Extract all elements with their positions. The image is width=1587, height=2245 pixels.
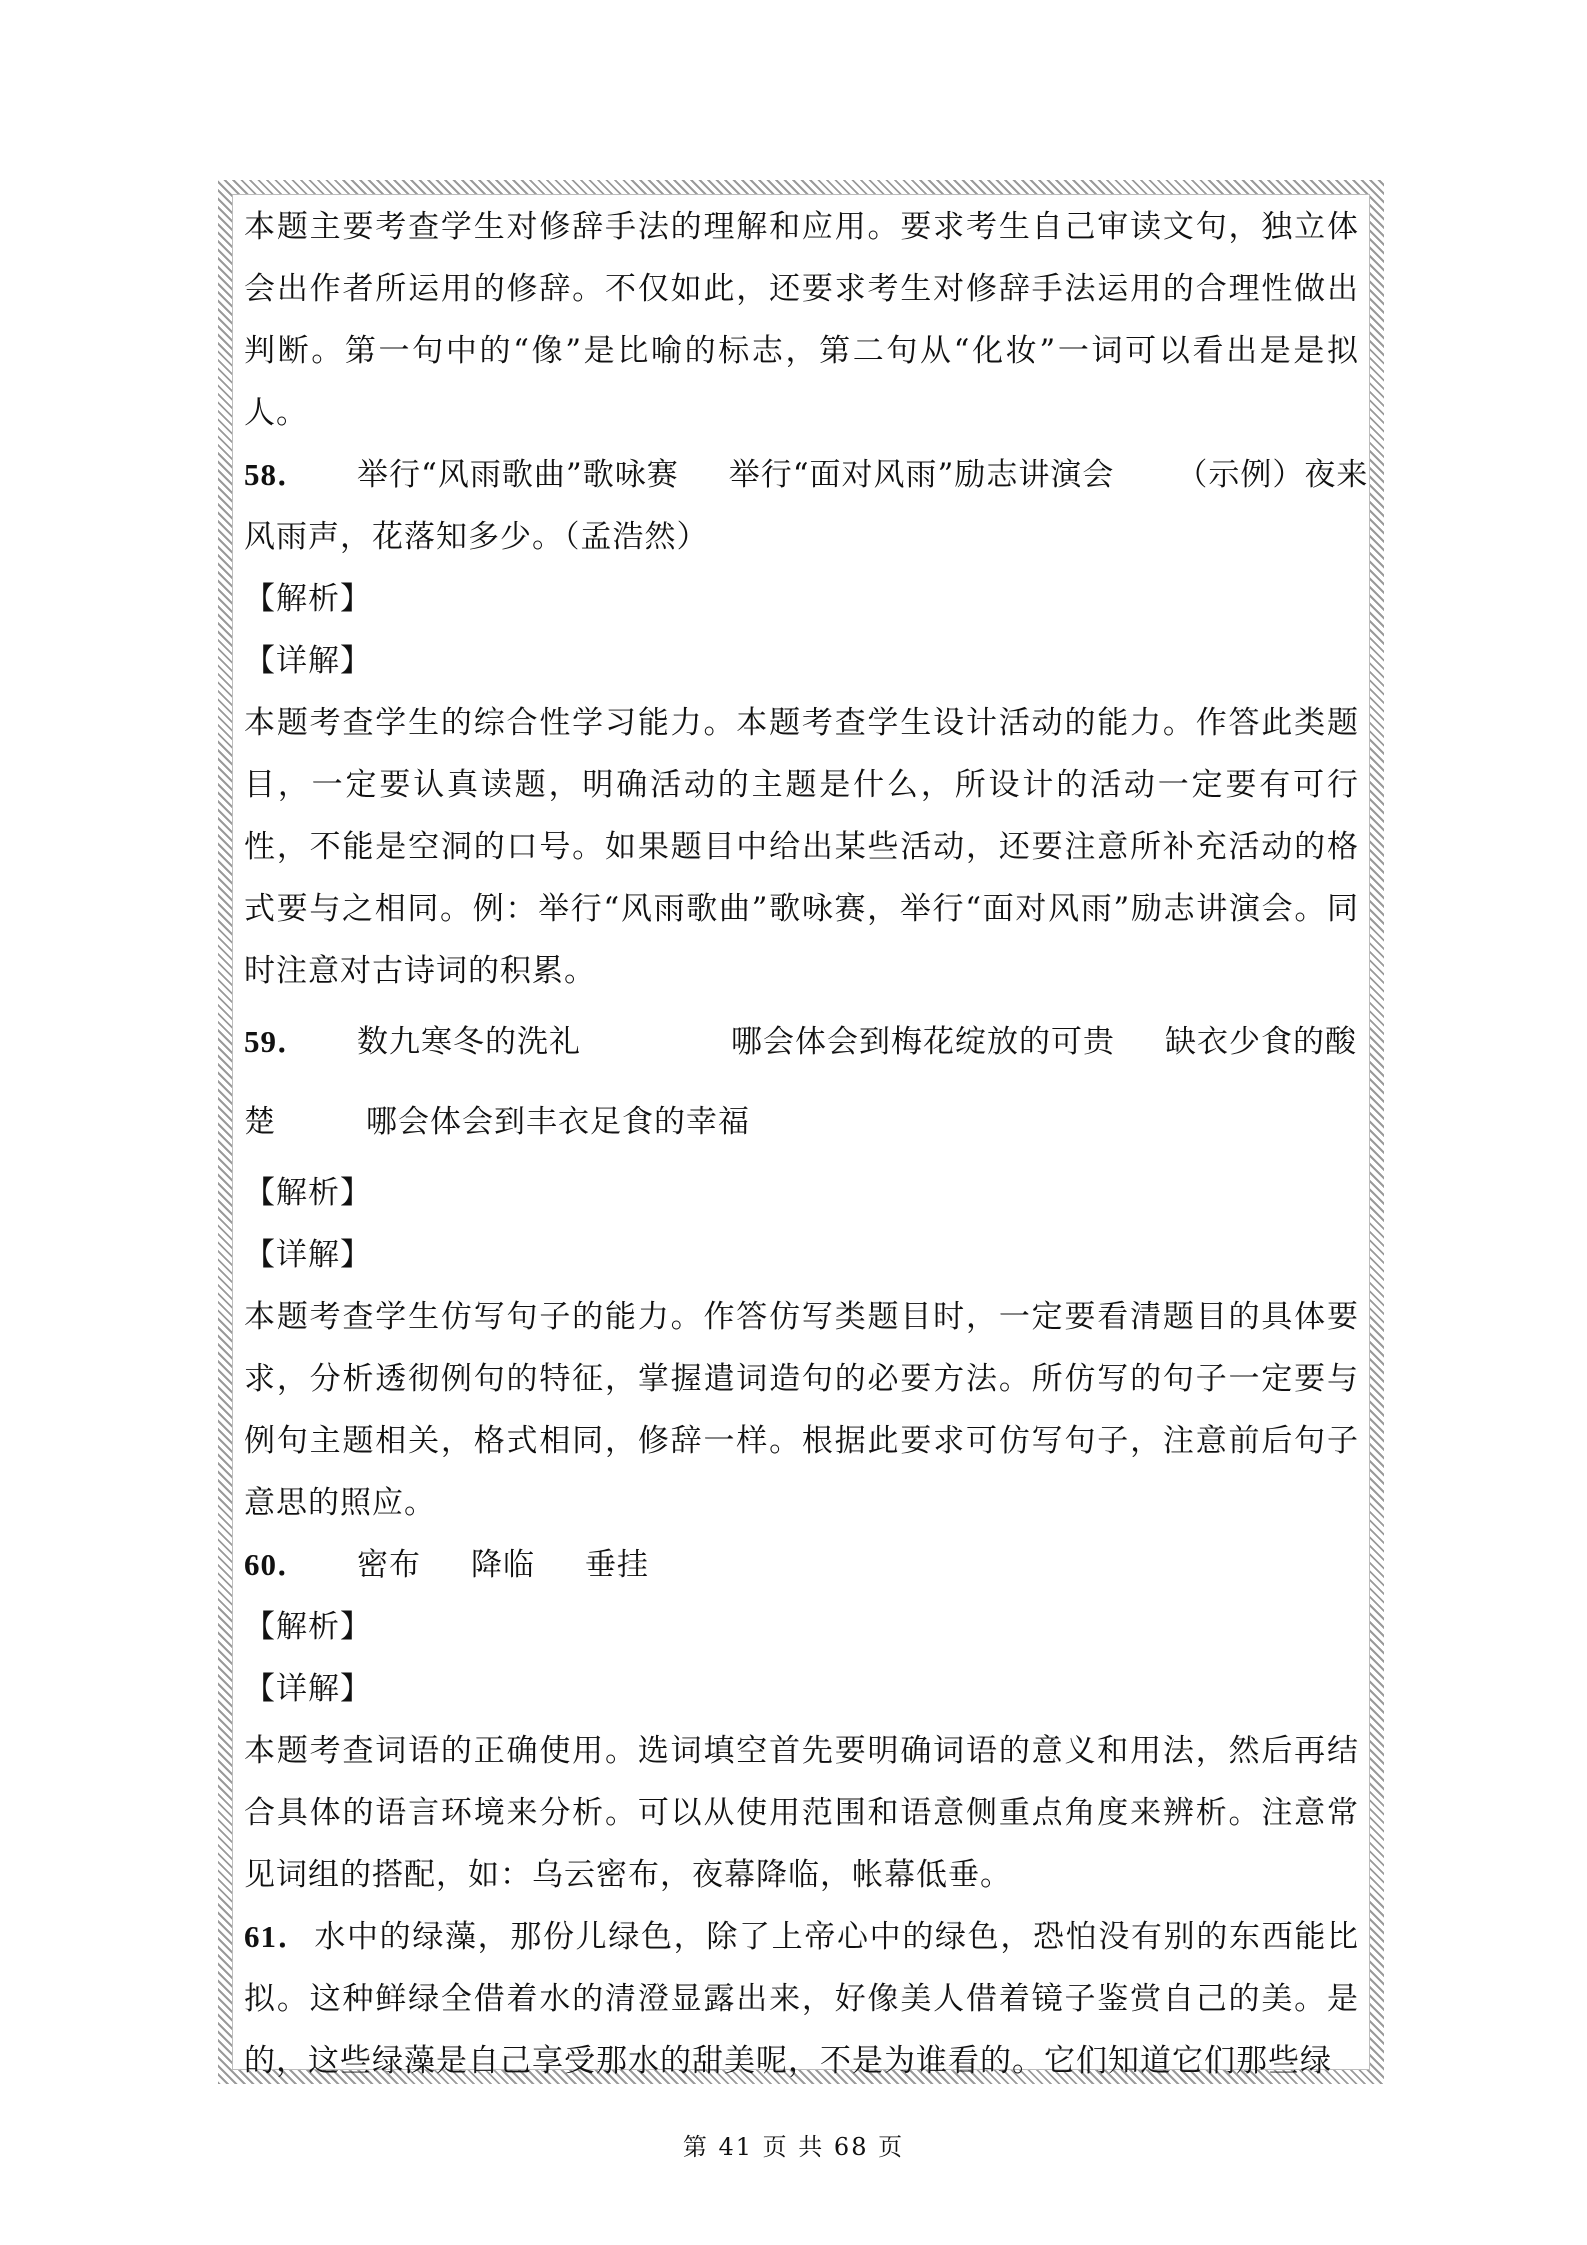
q59-answer-2: 哪会体会到梅花绽放的可贵 [731,1024,1115,1060]
q59-answer-4: 哪会体会到丰衣足食的幸福 [366,1104,750,1140]
q58-answer-3-start: （示例）夜来 [1176,457,1369,493]
question-59 [244,1002,1359,1534]
q60-analysis-label: 【解析】 [244,1609,372,1645]
intro-paragraph: 本题主要考查学生对修辞手法的理解和应用。要求考生自己审读文句，独立体会出作者所运用的修辞。不仅如此，还要求考生对修辞手法运用的合理性做出判断。第一句中的“像”是比喻的标志，第二句从“化妆”一词可以看出是是拟人。 [244,209,1359,431]
q58-detail-label: 【详解】 [244,643,372,679]
q60-answer-3: 垂挂 [585,1547,649,1583]
q58-analysis-label: 【解析】 [244,581,372,617]
q59-number: 59． [244,1024,309,1059]
q59-analysis-label: 【解析】 [244,1175,372,1211]
q59-explanation: 本题考查学生仿写句子的能力。作答仿写类题目时，一定要看清题目的具体要求，分析透彻例句的特征，掌握遣词造句的必要方法。所仿写的句子一定要与例句主题相关，格式相同，修辞一样。根据此要求可仿写句子，注意前后句子意思的照应。 [244,1299,1359,1521]
q59-answer-1: 数九寒冬的洗礼 [357,1024,581,1060]
q60-number: 60． [244,1547,309,1582]
q61-text: 水中的绿藻，那份儿绿色，除了上帝心中的绿色，恐怕没有别的东西能比拟。这种鲜绿全借着水的清澄显露出来，好像美人借着镜子鉴赏自己的美。是的，这些绿藻是自己享受那水的甜美呢，不是为谁看的。它们知道它们那些绿 [244,1919,1360,2079]
q59-answer-3-start: 缺衣少食的酸 [1165,1024,1357,1060]
q60-detail-label: 【详解】 [244,1671,372,1707]
q58-explanation: 本题考查学生的综合性学习能力。本题考查学生设计活动的能力。作答此类题目，一定要认真读题，明确活动的主题是什么，所设计的活动一定要有可行性，不能是空洞的口号。如果题目中给出某些活动，还要注意所补充活动的格式要与之相同。例：举行“风雨歌曲”歌咏赛，举行“面对风雨”励志讲演会。同时注意对古诗词的积累。 [244,705,1359,989]
q58-answer-1: 举行“风雨歌曲”歌咏赛 [357,457,679,493]
q61-paragraph [244,1906,1359,2092]
q59-answer-3-end: 楚 [244,1104,276,1140]
question-61 [244,1906,1359,2092]
question-58 [244,444,1369,1002]
q58-answer-2: 举行“面对风雨”励志讲演会 [728,457,1115,493]
q60-answer-1: 密布 [357,1547,421,1583]
q60-explanation: 本题考查词语的正确使用。选词填空首先要明确词语的意义和用法，然后再结合具体的语言环境来分析。可以从使用范围和语意侧重点角度来辨析。注意常见词组的搭配，如：乌云密布，夜幕降临，帐幕低垂。 [244,1733,1359,1893]
q58-answer-3-continued: 风雨声，花落知多少。（孟浩然） [244,519,709,555]
q58-number: 58． [244,457,309,492]
q59-detail-label: 【详解】 [244,1237,372,1273]
q60-answer-line [244,1534,1359,1596]
q60-answer-2: 降临 [471,1547,535,1583]
q59-answer-line [244,1002,1359,1082]
q58-answer-line [244,444,1369,506]
page-footer: 第 41 页 共 68 页 [682,2133,905,2161]
q59-answer-line-2 [244,1082,1359,1162]
page-content [244,196,1369,2092]
q61-number: 61． [244,1919,311,1954]
question-60 [244,1534,1359,1906]
